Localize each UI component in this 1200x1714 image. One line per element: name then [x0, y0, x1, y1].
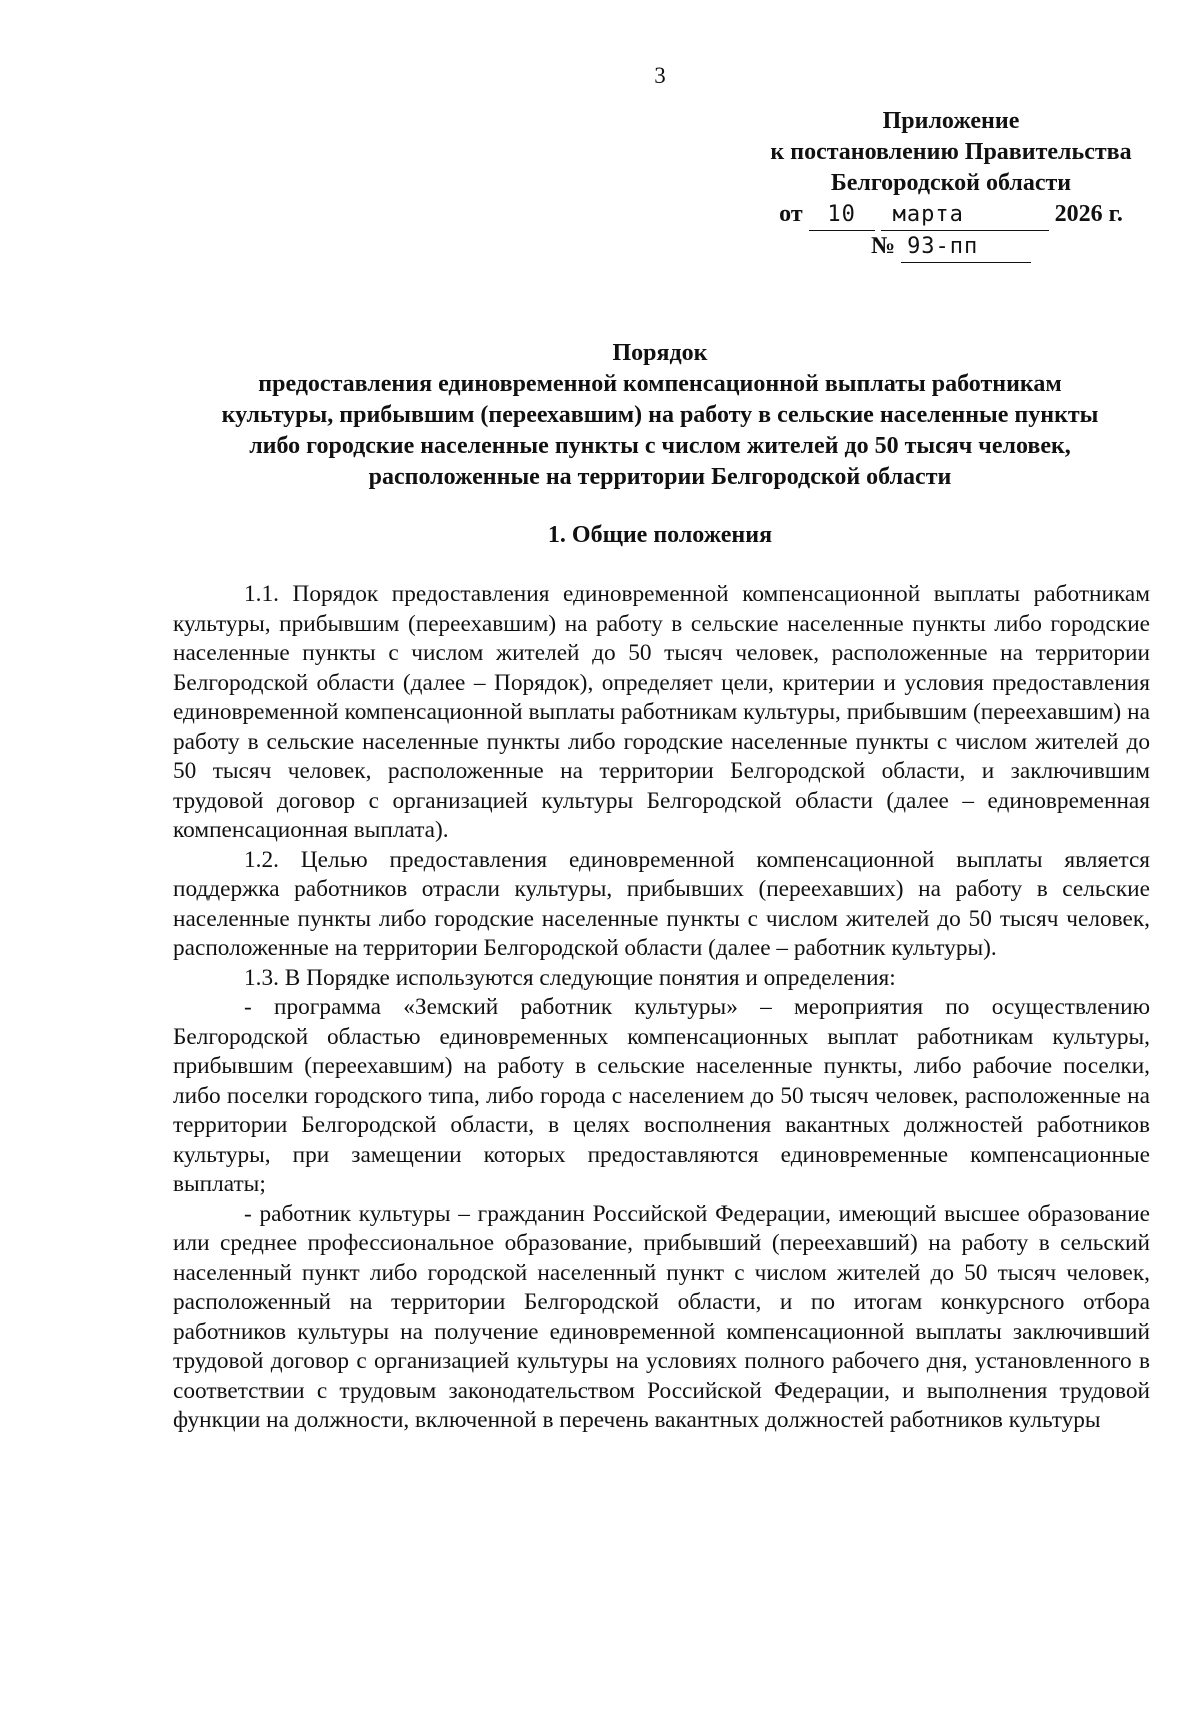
definition-worker: - работник культуры – гражданин Российской Федерации, имеющий высшее образование или среднее профессиональное образование, прибывший (переехавший) на работу в сельский населенный пункт либо городской населенный пункт с числом жителей до 50 тысяч человек, расположенный на территории Белгородской области, и по итогам конкурсного отбора работников культуры на получение единовременной компенсационной выплаты заключивший трудовой договор с организацией культуры на условиях полного рабочего дня, установленного в соответствии с трудовым законодательством Российской Федерации, и выполнения трудовой функции на должности, включенной в перечень вакантных должностей работников культуры: [173, 1200, 1150, 1433]
appendix-decree-line: к постановлению Правительства: [770, 139, 1132, 165]
definition-program: - программа «Земский работник культуры» – мероприятия по осуществлению Белгородской областью единовременных компенсационных выплат работникам культуры, прибывшим (переехавшим) на работу в сельские населенные пункты, либо рабочие поселки, либо поселки городского типа, либо города с населением до 50 тысяч человек, расположенные на территории Белгородской области, в целях восполнения вакантных должностей работников культуры, при замещении которых предоставляются единовременные компенсационные выплаты;: [173, 994, 1150, 1197]
document-number-field: 93-пп: [901, 231, 1031, 263]
document-title-line: расположенные на территории Белгородской области: [368, 464, 952, 490]
document-title: [150, 338, 1170, 493]
date-prefix: от: [779, 201, 803, 227]
date-month-field: марта: [881, 199, 1049, 231]
appendix-number-line: [736, 231, 1166, 263]
number-prefix: №: [870, 233, 896, 259]
paragraph-1-2: 1.2. Целью предоставления единовременной компенсационной выплаты является поддержка работников отрасли культуры, прибывших (переехавших) на работу в сельские населенные пункты либо городские населенные пункты с числом жителей до 50 тысяч человек, расположенные на территории Белгородской области (далее – работник культуры).: [173, 846, 1150, 961]
document-title-line: либо городские населенные пункты с числом жителей до 50 тысяч человек,: [249, 433, 1071, 459]
document-title-line: культуры, прибывшим (переехавшим) на работу в сельские населенные пункты: [221, 402, 1099, 428]
appendix-region-line: Белгородской области: [830, 170, 1072, 196]
document-title-line: предоставления единовременной компенсационной выплаты работникам: [258, 371, 1062, 397]
date-year: 2026 г.: [1054, 201, 1123, 227]
page-number: 3: [654, 63, 666, 88]
date-day-field: 10: [809, 199, 875, 231]
appendix-date-line: [736, 199, 1166, 231]
paragraph-1-3: 1.3. В Порядке используются следующие понятия и определения:: [244, 964, 896, 991]
document-title-line: Порядок: [612, 340, 708, 366]
section-heading: 1. Общие положения: [547, 522, 773, 548]
appendix-block: [736, 106, 1166, 263]
appendix-title: Приложение: [882, 108, 1020, 134]
document-body: [173, 580, 1150, 1436]
paragraph-1-1: 1.1. Порядок предоставления единовременной компенсационной выплаты работникам культуры, прибывшим (переехавшим) на работу в сельские населенные пункты либо городские населенные пункты с числом жителей до 50 тысяч человек, расположенные на территории Белгородской области (далее – Порядок), определяет цели, критерии и условия предоставления единовременной компенсационной выплаты работникам культуры, прибывшим (переехавшим) на работу в сельские населенные пункты либо городские населенные пункты с числом жителей до 50 тысяч человек, расположенные на территории Белгородской области, и заключившим трудовой договор с организацией культуры Белгородской области (далее – единовременная компенсационная выплата).: [173, 581, 1150, 843]
